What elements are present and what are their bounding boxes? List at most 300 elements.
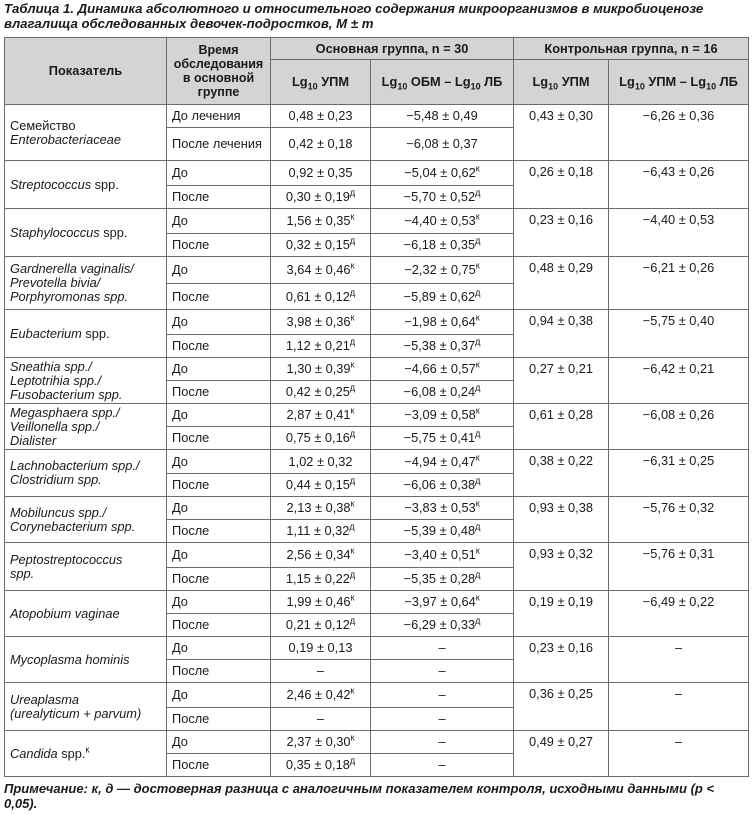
time-cell: До [167,209,271,234]
indicator-cell [5,731,167,777]
table-row [5,731,749,754]
indicator-line: Lachnobacterium spp./ [10,458,140,473]
cell-value: 1,12 ± 0,21 [285,338,350,353]
significance-mark: к [350,405,355,416]
cell-value: – [438,640,446,655]
main-obm-lb-cell [371,358,514,381]
cell-value: 2,56 ± 0,34 [286,547,351,562]
main-obm-lb-cell [371,105,514,128]
time-cell: После [167,708,271,731]
time-cell: До [167,450,271,474]
significance-mark: д [349,569,356,580]
main-upm-cell [271,381,371,404]
significance-mark: к [350,260,355,271]
cell-value: −5,39 ± 0,48 [403,523,476,538]
table-caption: Таблица 1. Динамика абсолютного и относительного содержания микроорганизмов в микробиоценозе влагалища обследованных девочек-подростков, M ± m [4,1,704,31]
cell-value: – [438,757,446,772]
control-upm-lb-cell: −6,08 ± 0,26 [609,404,749,450]
significance-mark: к [475,592,480,603]
cell-value: −5,75 ± 0,41 [403,430,476,445]
main-upm-cell [271,186,371,209]
control-upm-cell: 0,38 ± 0,22 [514,450,609,497]
main-obm-lb-cell [371,754,514,777]
indicator-name [10,653,161,667]
significance-mark: д [475,287,481,298]
main-upm-cell [271,161,371,186]
indicator-italic: Candida [10,745,58,761]
time-cell: После [167,568,271,591]
cell-value: 0,61 ± 0,12 [285,288,350,304]
main-obm-lb-cell [371,683,514,708]
control-upm-cell: 0,93 ± 0,32 [514,543,609,591]
col-label-lg: Lg [381,74,398,89]
significance-mark: д [349,336,356,347]
main-obm-lb-cell [371,284,514,310]
time-cell: До [167,497,271,520]
indicator-cell [5,257,167,310]
time-cell: После [167,474,271,497]
indicator-italic: Enterobacteriaceae [10,131,121,147]
table-note: Примечание: к, д — достоверная разница с аналогичным показателем контроля, исходными данными (p < 0,05). [4,781,715,811]
table-body [5,105,749,777]
main-upm-cell [271,614,371,637]
main-obm-lb-cell [371,497,514,520]
main-obm-lb-cell [371,335,514,358]
cell-value: – [438,663,446,678]
table-row [5,404,749,427]
indicator-suffix: spp. [81,325,110,341]
indicator-line: Sneathia spp./ [10,358,92,374]
cell-value: 0,30 ± 0,19 [285,189,350,204]
cell-value: 0,21 ± 0,12 [285,617,350,632]
cell-value: −5,38 ± 0,37 [403,338,476,353]
table-row [5,105,749,128]
control-upm-lb-cell: −5,75 ± 0,40 [609,310,749,358]
header-row-1 [5,38,749,60]
control-upm-cell: 0,19 ± 0,19 [514,591,609,637]
table-row [5,543,749,568]
header-main-lg-upm [271,60,371,105]
indicator-cell [5,683,167,731]
significance-mark: д [475,382,481,393]
main-obm-lb-cell [371,708,514,731]
indicator-line: Leptotrihia spp./ [10,372,102,388]
main-upm-cell [271,105,371,128]
col-label-sub: 10 [470,81,481,92]
significance-mark: д [475,615,481,626]
control-upm-lb-cell: −5,76 ± 0,32 [609,497,749,543]
time-cell: После [167,381,271,404]
main-upm-cell [271,708,371,731]
significance-mark: к [475,452,480,463]
indicator-cell [5,637,167,683]
header-control-group: Контрольная группа, n = 16 [514,38,749,60]
time-cell: До лечения [167,105,271,128]
cell-value: −6,29 ± 0,33 [403,617,476,632]
significance-mark: к [350,685,355,696]
indicator-line: Ureaplasma [10,691,79,707]
main-upm-cell [271,284,371,310]
indicator-cell [5,591,167,637]
main-obm-lb-cell [371,660,514,683]
main-upm-cell [271,474,371,497]
control-upm-lb-cell: −6,26 ± 0,36 [609,105,749,161]
header-indicator: Показатель [5,38,167,105]
table-row [5,497,749,520]
time-cell: До [167,404,271,427]
indicator-line: Peptostreptococcus [10,551,123,567]
cell-value: −3,97 ± 0,64 [404,594,476,609]
cell-value: 2,87 ± 0,41 [286,407,351,422]
time-cell: После [167,234,271,257]
indicator-italic: Streptococcus [10,176,92,192]
control-upm-cell: 0,61 ± 0,28 [514,404,609,450]
cell-value: −4,40 ± 0,53 [404,213,476,228]
cell-value: 2,13 ± 0,38 [286,500,351,515]
cell-value: – [316,711,325,726]
table-row [5,161,749,186]
control-upm-cell: 0,93 ± 0,38 [514,497,609,543]
main-obm-lb-cell [371,568,514,591]
control-upm-lb-cell: −6,49 ± 0,22 [609,591,749,637]
table-row [5,209,749,234]
main-obm-lb-cell [371,614,514,637]
significance-mark: к [350,359,355,370]
control-upm-lb-cell: −4,40 ± 0,53 [609,209,749,257]
cell-value: 0,42 ± 0,25 [285,384,350,399]
header-main-lg-obm-lb [371,60,514,105]
significance-mark: к [350,732,355,743]
time-cell: После [167,754,271,777]
indicator-line: Clostridium spp. [10,472,102,487]
main-obm-lb-cell [371,543,514,568]
col-label-sub: 10 [397,81,408,92]
main-upm-cell [271,427,371,450]
main-obm-lb-cell [371,128,514,161]
indicator-line: Corynebacterium spp. [10,518,136,534]
control-upm-lb-cell: −6,31 ± 0,25 [609,450,749,497]
significance-mark: д [475,336,481,347]
indicator-italic: Atopobium vaginae [10,605,120,621]
col-label-upm: УПМ [317,74,350,89]
significance-mark: к [350,545,355,556]
significance-mark: д [475,521,481,532]
time-cell: До [167,543,271,568]
indicator-line: Fusobacterium spp. [10,386,123,402]
indicator-name [10,133,161,147]
cell-value: 1,99 ± 0,46 [286,594,351,609]
time-cell: До [167,257,271,284]
main-upm-cell [271,257,371,284]
main-obm-lb-cell [371,731,514,754]
significance-mark: д [475,475,481,486]
time-cell: До [167,731,271,754]
cell-value: −6,08 ± 0,37 [406,136,478,151]
col-label-lg: Lg [291,74,308,89]
cell-value: – [438,687,446,702]
time-cell: До [167,683,271,708]
time-cell: После [167,614,271,637]
main-upm-cell [271,310,371,335]
time-cell: До [167,637,271,660]
header-time: Время обследования в основной группе [167,38,271,105]
main-upm-cell [271,637,371,660]
time-cell: До [167,591,271,614]
main-obm-lb-cell [371,209,514,234]
control-upm-cell: 0,49 ± 0,27 [514,731,609,777]
significance-mark: к [475,405,480,416]
control-upm-cell: 0,94 ± 0,38 [514,310,609,358]
microorganism-table [4,37,749,777]
control-upm-cell: 0,43 ± 0,30 [514,105,609,161]
cell-value: 2,37 ± 0,30 [286,734,351,749]
col-label-upm-lb: УПМ – Lg [644,74,707,89]
significance-mark: к [85,744,90,755]
main-obm-lb-cell [371,591,514,614]
indicator-line: (urealyticum + parvum) [10,705,142,721]
main-upm-cell [271,358,371,381]
main-upm-cell [271,591,371,614]
indicator-prefix: Семейство [10,117,76,133]
header-main-group: Основная группа, n = 30 [271,38,514,60]
main-upm-cell [271,754,371,777]
time-cell: До [167,310,271,335]
control-upm-cell: 0,26 ± 0,18 [514,161,609,209]
main-upm-cell [271,497,371,520]
indicator-cell [5,105,167,161]
significance-mark: к [350,211,355,222]
main-obm-lb-cell [371,234,514,257]
time-cell: После [167,186,271,209]
cell-value: – [438,734,446,749]
col-label-sub: 10 [706,81,717,92]
time-cell: После [167,335,271,358]
indicator-name [10,744,161,761]
indicator-cell [5,209,167,257]
indicator-line: Mobiluncus spp./ [10,504,107,520]
control-upm-lb-cell: −5,76 ± 0,31 [609,543,749,591]
indicator-line: Veillonella spp./ [10,418,100,434]
col-label-obm: ОБМ – Lg [407,74,471,89]
significance-mark: к [475,498,480,509]
cell-value: 0,19 ± 0,13 [288,640,353,655]
main-obm-lb-cell [371,427,514,450]
cell-value: 1,11 ± 0,32 [286,523,350,538]
indicator-name [10,178,161,192]
control-upm-lb-cell: – [609,683,749,731]
cell-value: −2,32 ± 0,75 [404,262,476,277]
indicator-line: spp. [10,565,35,581]
main-upm-cell [271,568,371,591]
significance-mark: к [350,312,355,323]
col-label-lb: ЛБ [716,74,738,89]
indicator-italic: Mycoplasma hominis [10,651,130,667]
main-obm-lb-cell [371,381,514,404]
col-label-lg: Lg [619,74,635,89]
indicator-line: Megasphaera spp./ [10,404,120,420]
main-obm-lb-cell [371,257,514,284]
col-label-lb: ЛБ [480,74,503,89]
cell-value: −5,48 ± 0,49 [406,108,478,123]
indicator-italic: Eubacterium [10,325,82,341]
control-upm-cell: 0,23 ± 0,16 [514,209,609,257]
cell-value: −3,40 ± 0,51 [404,547,476,562]
significance-mark: к [475,163,480,174]
cell-value: 2,46 ± 0,42 [286,687,351,702]
significance-mark: к [475,312,480,323]
control-upm-cell: 0,27 ± 0,21 [514,358,609,404]
table-row [5,450,749,474]
main-obm-lb-cell [371,404,514,427]
cell-value: 0,44 ± 0,15 [285,477,350,492]
cell-value: −6,08 ± 0,24 [403,384,476,399]
indicator-suffix: spp. [57,745,86,761]
main-obm-lb-cell [371,520,514,543]
time-cell: После [167,427,271,450]
col-label-upm: УПМ [558,74,590,89]
main-obm-lb-cell [371,186,514,209]
col-label-lg: Lg [532,74,549,89]
significance-mark: д [475,569,481,580]
cell-value: −5,04 ± 0,62 [404,165,476,180]
col-label-sub: 10 [548,81,559,92]
table-row [5,591,749,614]
header-control-lg-upm [514,60,609,105]
cell-value: 0,48 ± 0,23 [288,108,353,123]
indicator-cell [5,450,167,497]
cell-value: – [316,663,325,678]
col-label-sub: 10 [634,81,645,92]
cell-value: −6,18 ± 0,35 [403,237,476,252]
table-row [5,358,749,381]
indicator-name [10,226,161,240]
cell-value: 1,56 ± 0,35 [286,213,351,228]
main-obm-lb-cell [371,474,514,497]
table-row [5,637,749,660]
main-upm-cell [271,335,371,358]
significance-mark: д [349,235,356,246]
indicator-cell [5,497,167,543]
control-upm-lb-cell: −6,43 ± 0,26 [609,161,749,209]
time-cell: До [167,161,271,186]
time-cell: После [167,520,271,543]
main-upm-cell [271,683,371,708]
cell-value: 1,15 ± 0,22 [285,571,350,586]
main-obm-lb-cell [371,637,514,660]
cell-value: 0,75 ± 0,16 [285,430,350,445]
time-cell: До [167,358,271,381]
control-upm-cell: 0,23 ± 0,16 [514,637,609,683]
header-control-lg-upm-lb [609,60,749,105]
cell-value: −5,70 ± 0,52 [403,189,476,204]
significance-mark: д [349,521,355,532]
significance-mark: к [350,592,355,603]
main-obm-lb-cell [371,310,514,335]
main-upm-cell [271,209,371,234]
main-upm-cell [271,450,371,474]
indicator-line: Gardnerella vaginalis/ [10,261,134,276]
table-row [5,257,749,284]
cell-value: 0,42 ± 0,18 [288,136,353,151]
control-upm-lb-cell: −6,42 ± 0,21 [609,358,749,404]
significance-mark: д [349,475,356,486]
indicator-cell [5,404,167,450]
control-upm-lb-cell: – [609,731,749,777]
significance-mark: д [349,615,356,626]
significance-mark: д [349,755,356,766]
significance-mark: к [475,211,480,222]
cell-value: 0,92 ± 0,35 [288,165,353,180]
indicator-name [10,327,161,341]
table-row [5,310,749,335]
cell-value: −3,83 ± 0,53 [404,500,476,515]
indicator-line: Porphyromonas spp. [10,289,129,304]
control-upm-cell: 0,48 ± 0,29 [514,257,609,310]
cell-value: 1,30 ± 0,39 [286,361,351,376]
significance-mark: д [349,187,356,198]
indicator-cell [5,358,167,404]
main-obm-lb-cell [371,450,514,474]
main-upm-cell [271,731,371,754]
significance-mark: к [475,545,480,556]
main-upm-cell [271,520,371,543]
significance-mark: д [475,235,481,246]
time-cell: После [167,284,271,310]
cell-value: 3,98 ± 0,36 [286,314,351,329]
cell-value: 0,32 ± 0,15 [285,237,350,252]
significance-mark: к [475,359,480,370]
indicator-line: Prevotella bivia/ [10,275,101,290]
cell-value: 0,35 ± 0,18 [285,757,350,772]
cell-value: −1,98 ± 0,64 [404,314,476,329]
cell-value: 1,02 ± 0,32 [288,453,353,469]
main-upm-cell [271,404,371,427]
indicator-cell [5,161,167,209]
control-upm-lb-cell: −6,21 ± 0,26 [609,257,749,310]
indicator-cell [5,310,167,358]
cell-value: −3,09 ± 0,58 [404,407,476,422]
main-upm-cell [271,543,371,568]
main-obm-lb-cell [371,161,514,186]
indicator-line: Dialister [10,432,57,448]
significance-mark: к [350,498,355,509]
significance-mark: д [349,287,356,298]
col-label-sub: 10 [307,81,318,92]
cell-value: −4,94 ± 0,47 [404,453,476,469]
control-upm-cell: 0,36 ± 0,25 [514,683,609,731]
cell-value: −5,35 ± 0,28 [403,571,476,586]
time-cell: После [167,660,271,683]
indicator-italic: Staphylococcus [10,224,100,240]
main-upm-cell [271,234,371,257]
cell-value: −5,89 ± 0,62 [403,288,476,304]
indicator-suffix: spp. [91,176,119,192]
indicator-name [10,607,161,621]
main-upm-cell [271,660,371,683]
significance-mark: д [349,428,356,439]
cell-value: −6,06 ± 0,38 [403,477,476,492]
main-upm-cell [271,128,371,161]
indicator-cell [5,543,167,591]
significance-mark: д [349,382,356,393]
control-upm-lb-cell: – [609,637,749,683]
indicator-suffix: spp. [99,224,128,240]
cell-value: 3,64 ± 0,46 [286,262,351,277]
significance-mark: к [475,260,480,271]
time-cell: После лечения [167,128,271,161]
table-row [5,683,749,708]
significance-mark: д [475,187,481,198]
